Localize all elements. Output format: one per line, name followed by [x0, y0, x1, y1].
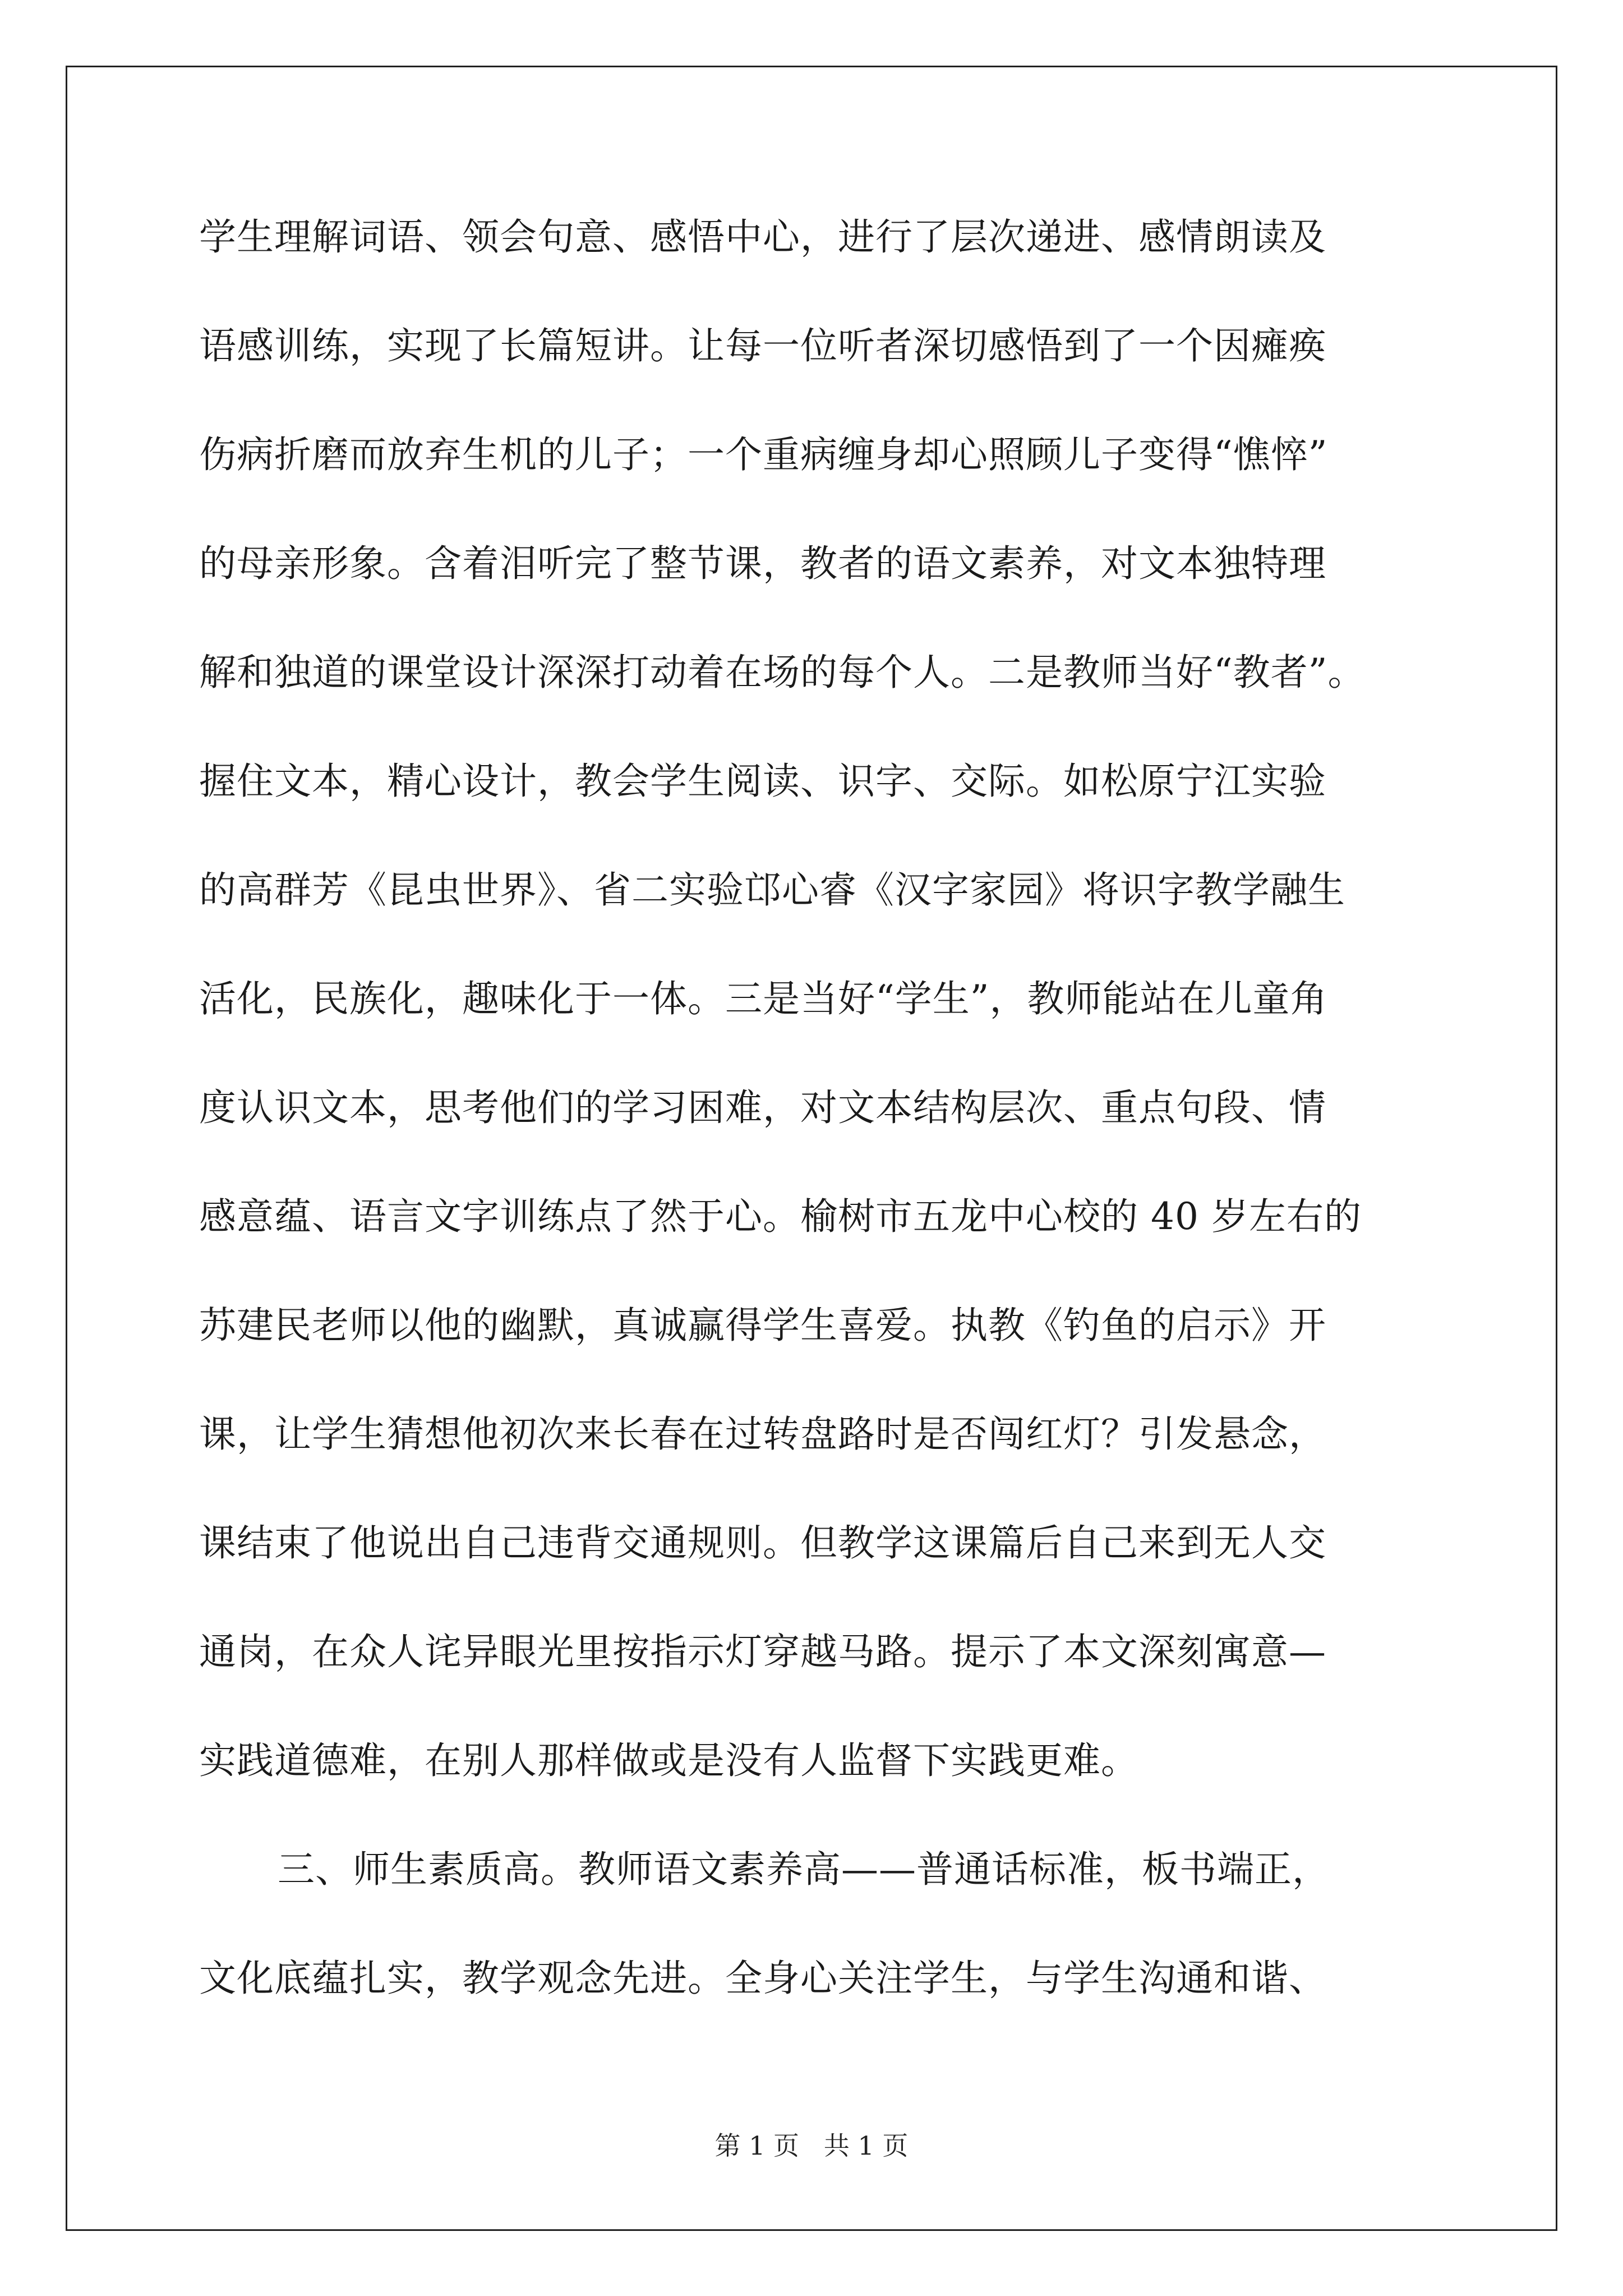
text-line: 伤病折磨而放弃生机的儿子；一个重病缠身却心照顾儿子变得“憔悴”: [199, 433, 1328, 476]
text-line: 苏建民老师以他的幽默，真诚赢得学生喜爱。执教《钓鱼的启示》开: [199, 1304, 1326, 1347]
text-line: 的高群芳《昆虫世界》、省二实验邙心睿《汉字家园》将识字教学融生: [199, 868, 1345, 912]
text-line: 解和独道的课堂设计深深打动着在场的每个人。二是教师当好“教者”。: [199, 651, 1366, 694]
text-line: 文化底蕴扎实，教学观念先进。全身心关注学生，与学生沟通和谐、: [199, 1957, 1326, 2000]
text-line: 课结束了他说出自己违背交通规则。但教学这课篇后自己来到无人交: [199, 1521, 1326, 1565]
text-line: 课，让学生猜想他初次来长春在过转盘路时是否闯红灯？引发悬念，: [199, 1412, 1326, 1456]
text-line: 通岗，在众人诧异眼光里按指示灯穿越马路。提示了本文深刻寓意—: [199, 1630, 1326, 1673]
document-body: [199, 212, 1467, 2062]
paragraph-first-line: 三、师生素质高。教师语文素养高——普通话标准，板书端正，: [278, 1848, 1330, 1891]
text-line: 的母亲形象。含着泪听完了整节课，教者的语文素养，对文本独特理: [199, 542, 1326, 585]
text-line: 学生理解词语、领会句意、感悟中心，进行了层次递进、感情朗读及: [199, 215, 1326, 259]
text-line: 活化，民族化，趣味化于一体。三是当好“学生”，教师能站在儿童角: [199, 977, 1328, 1020]
text-line: 度认识文本，思考他们的学习困难，对文本结构层次、重点句段、情: [199, 1086, 1326, 1129]
text-line: 感意蕴、语言文字训练点了然于心。榆树市五龙中心校的 40 岁左右的: [199, 1195, 1362, 1238]
page-number-footer: 第 1 页 共 1 页: [714, 2131, 909, 2161]
text-line: 实践道德难，在别人那样做或是没有人监督下实践更难。: [199, 1739, 1138, 1782]
text-line: 握住文本，精心设计，教会学生阅读、识字、交际。如松原宁江实验: [199, 760, 1326, 803]
text-line: 语感训练，实现了长篇短讲。让每一位听者深切感悟到了一个因瘫痪: [199, 324, 1326, 367]
